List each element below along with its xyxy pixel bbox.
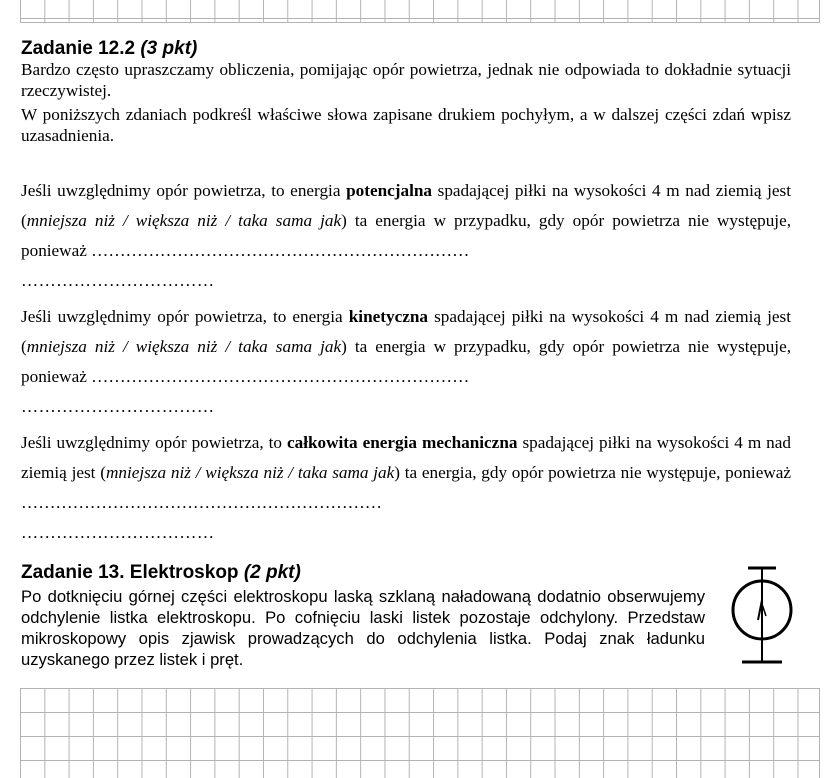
answer-dotted-line[interactable]: ……………………………: [21, 397, 215, 416]
task-13-number: Zadanie 13. Elektroskop: [21, 562, 239, 583]
task-12-2: [21, 38, 791, 146]
statement-keyword: kinetyczna: [348, 307, 428, 326]
answer-dotted-line[interactable]: …………………………………………………………: [91, 241, 470, 260]
answer-dotted-line[interactable]: ……………………………: [21, 271, 215, 290]
answer-dotted-line[interactable]: ……………………………: [21, 523, 215, 542]
statement-options[interactable]: mniejsza niż / większa niż / taka sama jak: [26, 337, 342, 356]
electroscope-icon: [724, 564, 800, 672]
statement-text: spadającej piłki na wysokości 4 m nad ziemią jest (: [21, 181, 791, 230]
statement-text: ) ta energia, gdy opór powietrza nie występuje, ponieważ: [394, 463, 791, 482]
answer-dotted-line[interactable]: ………………………………………………………: [21, 493, 382, 512]
statement-keyword: potencjalna: [346, 181, 433, 200]
task-13-title: [21, 562, 791, 584]
task-12-2-title: [21, 38, 791, 60]
statement-text: spadającej piłki na wysokości 4 m nad ziemią jest (: [21, 307, 791, 356]
statement-text: ) ta energia w przypadku, gdy opór powietrza nie występuje, ponieważ: [21, 337, 792, 386]
statement-options[interactable]: mniejsza niż / większa niż / taka sama jak: [26, 211, 342, 230]
task-12-2-intro-2: W poniższych zdaniach podkreśl właściwe słowa zapisane drukiem pochyłym, a w dalszej części zdań wpisz uzasadnienia.: [21, 105, 791, 145]
statement-text: Jeśli uwzględnimy opór powietrza, to energia: [21, 181, 347, 200]
answer-grid-top[interactable]: [20, 0, 820, 23]
statement-potential: [21, 176, 791, 296]
task-13-points: (2 pkt): [243, 562, 301, 583]
statement-text: ) ta energia w przypadku, gdy opór powietrza nie występuje, ponieważ: [21, 211, 792, 260]
answer-grid-bottom[interactable]: [20, 688, 820, 778]
task-12-2-points: (3 pkt): [140, 38, 198, 59]
task-13-text: Po dotknięciu górnej części elektroskopu laską szklaną naładowaną dodatnio obserwujemy odchylenie listka elektroskopu. Po cofnięciu laski listek pozostaje odchylony. Przedstaw mikroskopowy opis zjawisk prowadzących do odchylenia listka. Podaj znak ładunku uzyskanego przez listek i pręt.: [21, 587, 705, 669]
statement-kinetic: [21, 302, 791, 422]
task-12-2-number: Zadanie 12.2: [21, 38, 136, 59]
statement-options[interactable]: mniejsza niż / większa niż / taka sama jak: [105, 463, 395, 482]
statement-text: Jeśli uwzględnimy opór powietrza, to: [21, 433, 287, 452]
answer-dotted-line[interactable]: …………………………………………………………: [91, 367, 470, 386]
statement-text: Jeśli uwzględnimy opór powietrza, to energia: [21, 307, 349, 326]
task-12-2-intro-1: Bardzo często upraszczamy obliczenia, pomijając opór powietrza, jednak nie odpowiada to dokładnie sytuacji rzeczywistej.: [21, 60, 791, 100]
statement-text: spadającej piłki na wysokości 4 m nad ziemią jest (: [21, 433, 791, 482]
statement-keyword: całkowita energia mechaniczna: [286, 433, 518, 452]
statement-mechanical: [21, 428, 791, 548]
